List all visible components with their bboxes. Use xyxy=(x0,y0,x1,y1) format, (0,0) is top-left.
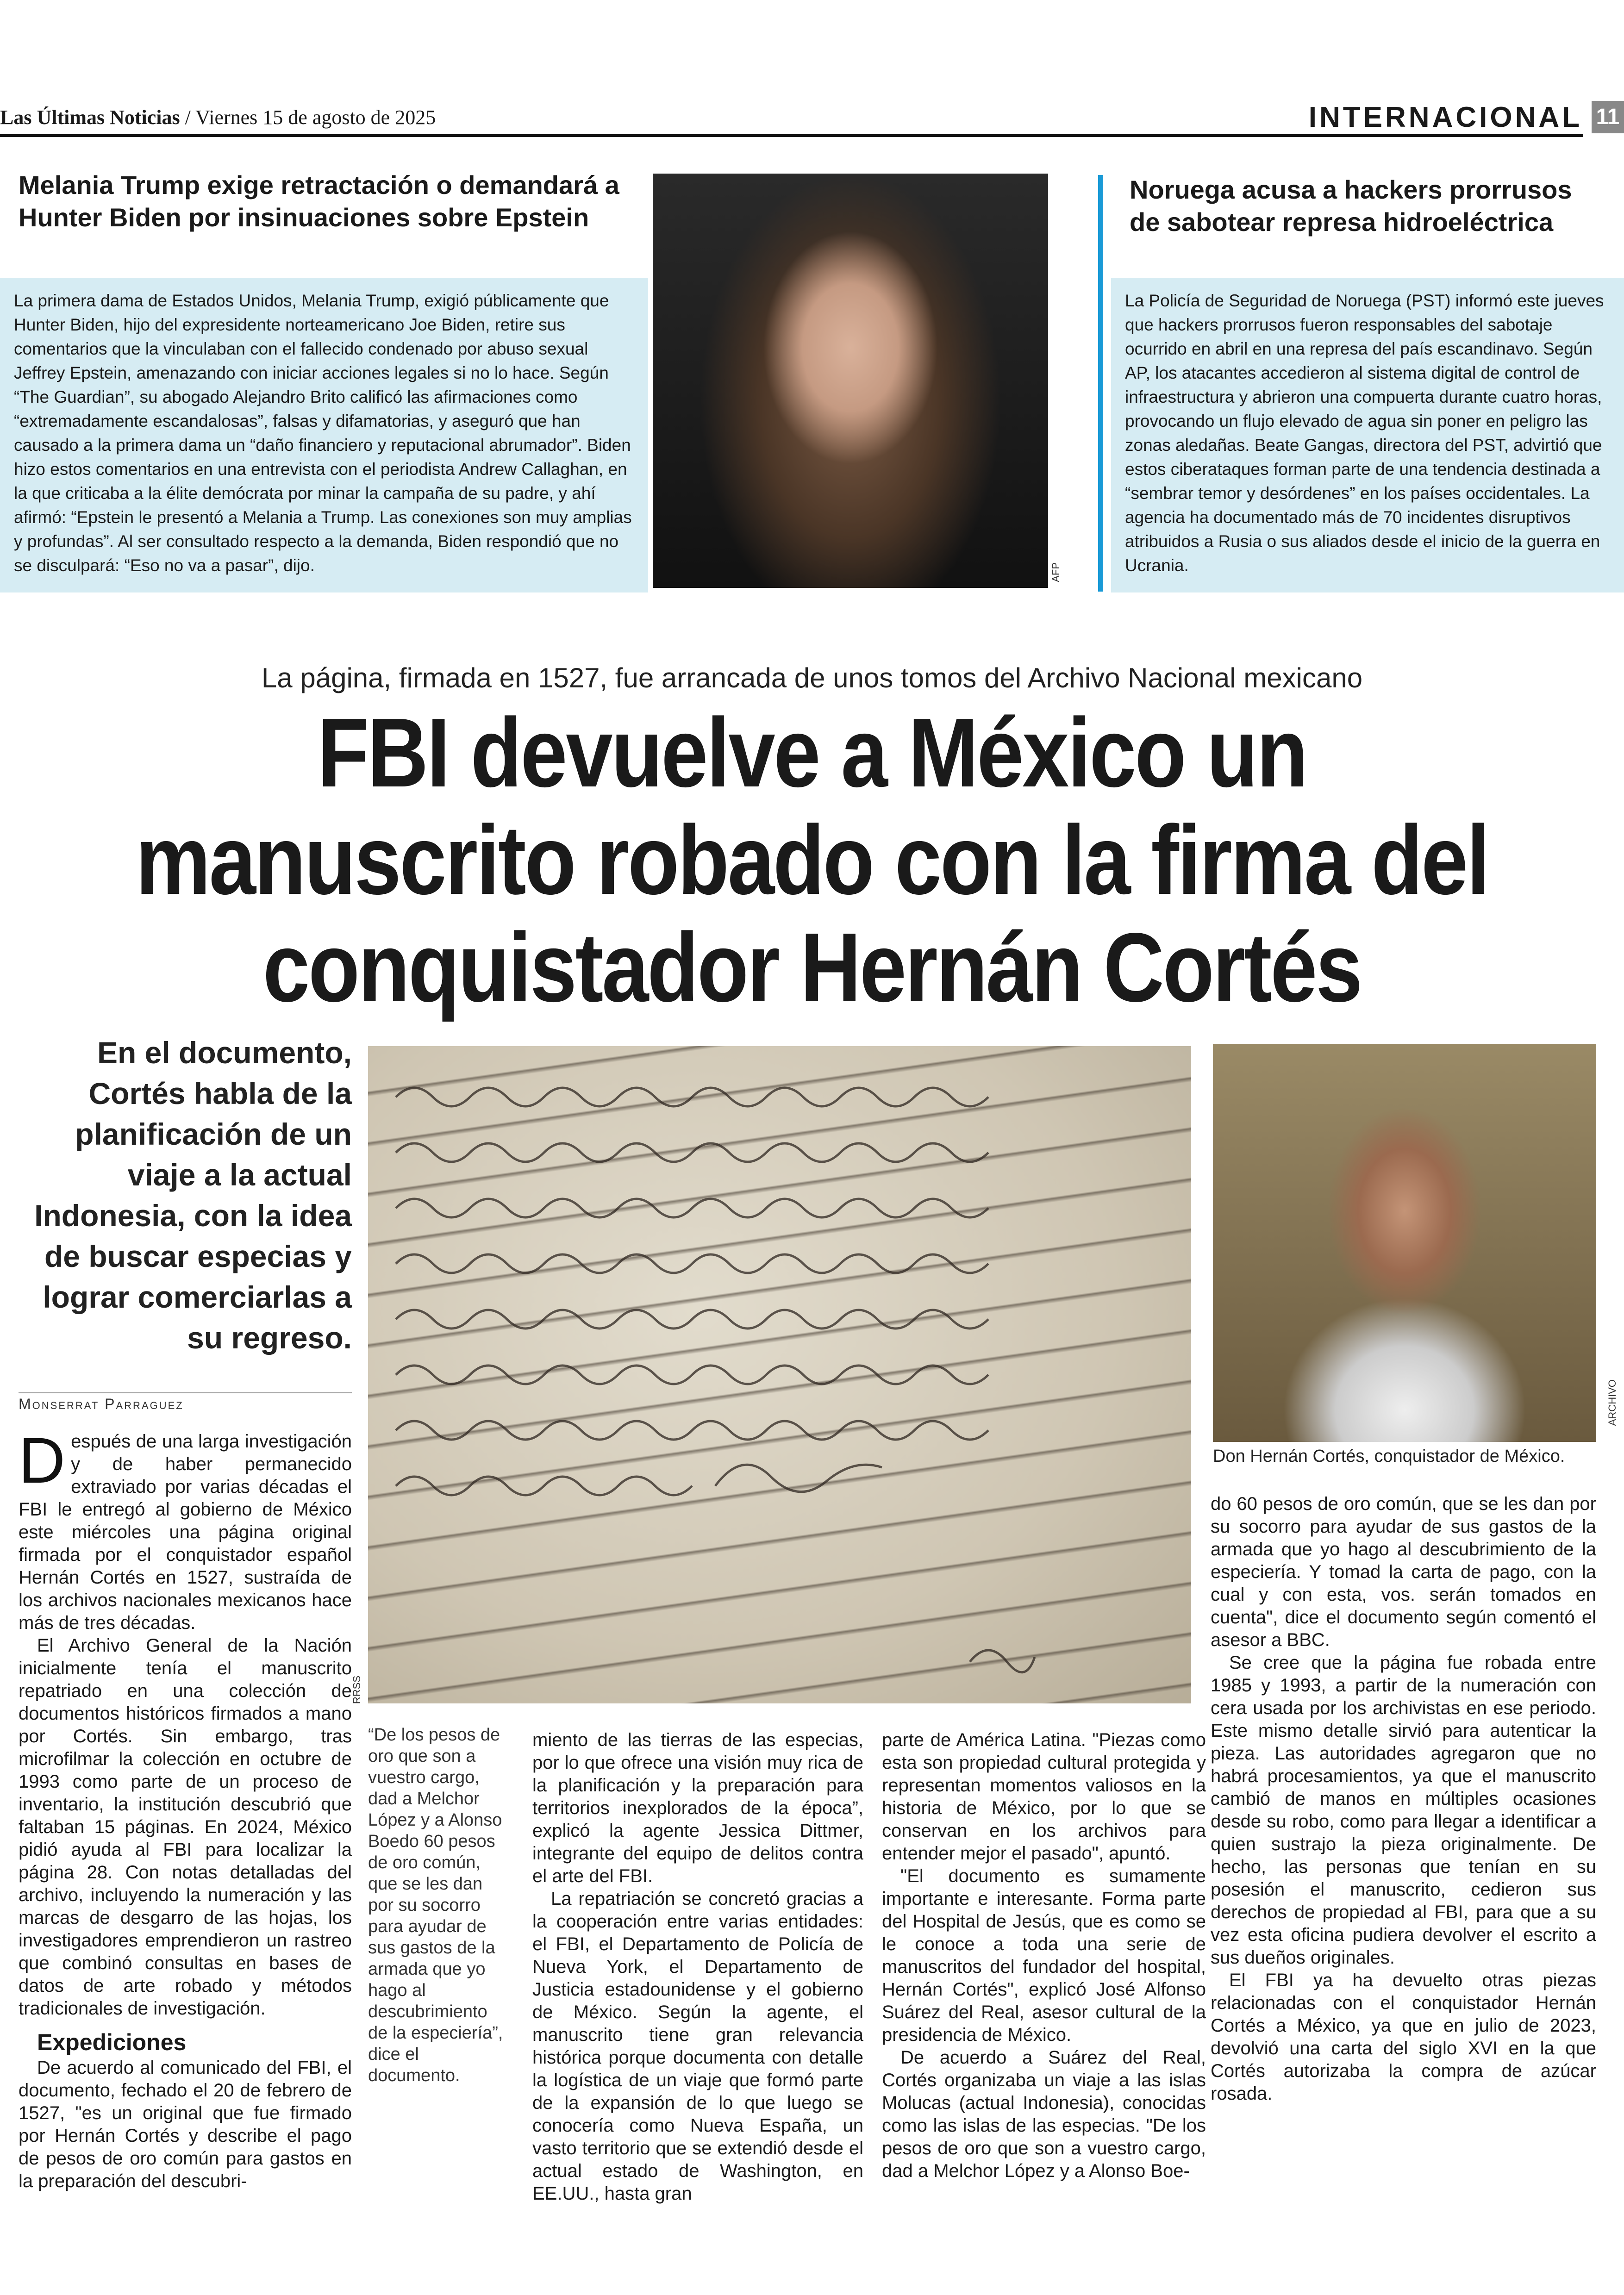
brief-melania-body: La primera dama de Estados Unidos, Melania Trump, exigió públicamente que Hunter Biden, hijo del expresidente norteamericano Joe Biden, retire sus comentarios que la vinculaban con el fallecido condenado por abuso sexual Jeffrey Epstein, amenazando con iniciar acciones legales si no lo hace. Según “The Guardian”, su abogado Alejandro Brito calificó las afirmaciones como “extremadamente escandalosas”, falsas y difamatorias, y aseguró que han causado a la primera dama un “daño financiero y reputacional abrumador”. Biden hizo estos comentarios en una entrevista con el periodista Andrew Callaghan, en la que criticaba a la élite demócrata por minar la campaña de su padre, y ahí afirmó: “Epstein le presentó a Melania a Trump. Las conexiones son muy amplias y profundas”. Al ser consultado respecto a la demanda, Biden respondió que no se disculpará: “Eso no va a pasar”, dijo. xyxy=(0,278,648,592)
paragraph: El Archivo General de la Nación inicialmente tenía el manuscrito repatriado en una colección de documentos históricos firmados a mano por Cortés. Sin embargo, tras microfilmar la colección en octubre de 1993 como parte de un proceso de inventario, la institución descubrió que faltaban 15 páginas. En 2024, México pidió ayuda al FBI para localizar la página 28. Con notas detalladas del archivo, incluyendo la numeración y las marcas de desgarro de las hojas, los investigadores emprendieron un rastreo que combinó consultas en bases de datos de arte robado y métodos tradicionales de investigación. xyxy=(19,1635,352,2019)
article-column-5 xyxy=(1211,1493,1596,2105)
byline: Monserrat Parraguez xyxy=(19,1396,184,1412)
sidebar-quote: “De los pesos de oro que son a vuestro cargo, dad a Melchor López y a Alonso Boedo 60 pesos de oro común, que se les dan por su socorro para ayudar de sus gastos de la armada que yo hago al descubrimiento de la especiería”, dice el documento. xyxy=(368,1725,503,2085)
cortes-portrait xyxy=(1213,1044,1596,1442)
paragraph: El FBI ya ha devuelto otras piezas relacionadas con el conquistador Hernán Cortés a México, ya que en julio de 2023, devolvió una carta del siglo XVI en la que Cortés autorizaba la compra de azúcar rosada. xyxy=(1211,1970,1596,2104)
paragraph: Se cree que la página fue robada entre 1985 y 1993, a partir de la numeración con cera usada por los archivistas en ese periodo. Este mismo detalle sirvió para autenticar la pieza. Las autoridades agregaron que no habrá procesamientos, ya que el manuscrito cambió de manos en múltiples ocasiones desde su robo, como para llegar a identificar a quien sustrajo la pieza originalmente. De hecho, las personas que tenían en su posesión el manuscrito, cedieron sus derechos de propiedad al FBI, para que a su vez esta oficina pudiera devolver el escrito a sus dueños originales. xyxy=(1211,1653,1596,1968)
article-column-1 xyxy=(19,1424,352,2193)
article-column-4 xyxy=(882,1729,1206,2183)
photo-credit-archivo: ARCHIVO xyxy=(1606,1379,1618,1426)
paragraph: De acuerdo a Suárez del Real, Cortés organizaba un viaje a las islas Molucas (actual Indonesia), conocidas como las islas de las especias. "De los pesos de oro que son a vuestro cargo, dad a Melchor López y a Alonso Boe- xyxy=(882,2047,1206,2181)
article-kicker: La página, firmada en 1527, fue arrancada de unos tomos del Archivo Nacional mexicano xyxy=(261,662,1363,693)
paragraph: do 60 pesos de oro común, que se les dan por su socorro para ayudar de sus gastos de la armada que yo hago al descubrimiento de la especiería. Y tomad la carta de pago, con la cual y con esta, vos. serán tomados en cuenta", dice el documento según comentó el asesor a BBC. xyxy=(1211,1494,1596,1650)
byline-rule xyxy=(19,1392,352,1393)
section-label: INTERNACIONAL xyxy=(1308,101,1582,133)
photo-credit-rrss: RRSS xyxy=(351,1676,362,1704)
subhead: Expediciones xyxy=(37,2029,187,2055)
paragraph: "El documento es sumamente importante e interesante. Forma parte del Hospital de Jesús, que es como se le conoce a toda una serie de manuscritos del fundador del hospital, Hernán Cortés", explicó José Alfonso Suárez del Real, asesor cultural de la presidencia de México. xyxy=(882,1866,1206,2045)
header-rule xyxy=(0,134,1583,137)
paragraph: De acuerdo al comunicado del FBI, el documento, fechado el 20 de febrero de 1527, "es un original que fue firmado por Hernán Cortés y describe el pago de pesos de oro común para gastos en la preparación del descubri- xyxy=(19,2058,352,2191)
paragraph: parte de América Latina. "Piezas como esta son propiedad cultural protegida y representan momentos valiosos en la historia de México, por lo que se conservan en los archivos para entender mejor el pasado", apuntó. xyxy=(882,1730,1206,1864)
page-number: 11 xyxy=(1592,101,1624,133)
manuscript-photo xyxy=(368,1046,1191,1703)
photo-credit-afp: AFP xyxy=(1050,562,1062,582)
melania-photo xyxy=(653,174,1048,588)
paragraph xyxy=(19,1424,352,1634)
portrait-caption: Don Hernán Cortés, conquistador de México. xyxy=(1213,1447,1565,1466)
paper-name: Las Últimas Noticias xyxy=(0,106,180,129)
article-column-3 xyxy=(532,1729,863,2205)
brief-noruega-title: Noruega acusa a hackers prorrusos de sabotear represa hidroeléctrica xyxy=(1130,175,1572,237)
paragraph: miento de las tierras de las especias, por lo que ofrece una visión muy rica de la planificación y la preparación para territorios inexplorados de la época”, explicó la agente Jessica Dittmer, integrante del equipo de delitos contra el arte del FBI. xyxy=(532,1730,863,1886)
brief-accent-bar xyxy=(1098,175,1103,592)
brief-noruega-body: La Policía de Seguridad de Noruega (PST) informó este jueves que hackers prorrusos fueron responsables del sabotaje ocurrido en abril en una represa del país escandinavo. Según AP, los atacantes accedieron al sistema digital de control de infraestructura y abrieron una compuerta durante cuatro horas, provocando un flujo elevado de agua sin poner en peligro las zonas aledañas. Beate Gangas, directora del PST, advirtió que estos ciberataques forman parte de una tendencia destinada a “sembrar temor y desórdenes” en los países occidentales. La agencia ha documentado más de 70 incidentes disruptivos atribuidos a Rusia o sus aliados desde el inicio de la guerra en Ucrania. xyxy=(1111,278,1624,592)
paragraph-text: espués de una larga investigación y de haber permanecido extraviado por varias décadas el FBI le entregó al gobierno de México este miércoles una página original firmada por el conquistador español Hernán Cortés en 1527, sustraída de los archivos nacionales mexicanos hace más de tres décadas. xyxy=(19,1431,352,1633)
paragraph: La repatriación se concretó gracias a la cooperación entre varias entidades: el FBI, el Departamento de Policía de Nueva York, el Departamento de Justicia estadounidense y el gobierno de México. Según la agente, el manuscrito tiene gran relevancia histórica porque documenta con detalle la logística de un viaje que formó parte de la expansión de lo que luego se conocería como Nueva España, un vasto territorio que se extendió desde el actual estado de Washington, en EE.UU., hasta gran xyxy=(532,1889,863,2204)
handwriting-strokes xyxy=(368,1046,1191,1703)
brief-melania-title: Melania Trump exige retractación o demandará a Hunter Biden por insinuaciones sobre Epstein xyxy=(19,170,619,232)
issue-date: / Viernes 15 de agosto de 2025 xyxy=(185,106,436,129)
masthead-dateline xyxy=(0,106,436,129)
pull-quote: En el documento, Cortés habla de la planificación de un viaje a la actual Indonesia, con la idea de buscar especias y lograr comerciarlas a su regreso. xyxy=(34,1035,352,1355)
drop-cap: D xyxy=(19,1424,66,1497)
article-headline: FBI devuelve a México un manuscrito robado con la firma del conquistador Hernán Cortés xyxy=(135,698,1489,1022)
